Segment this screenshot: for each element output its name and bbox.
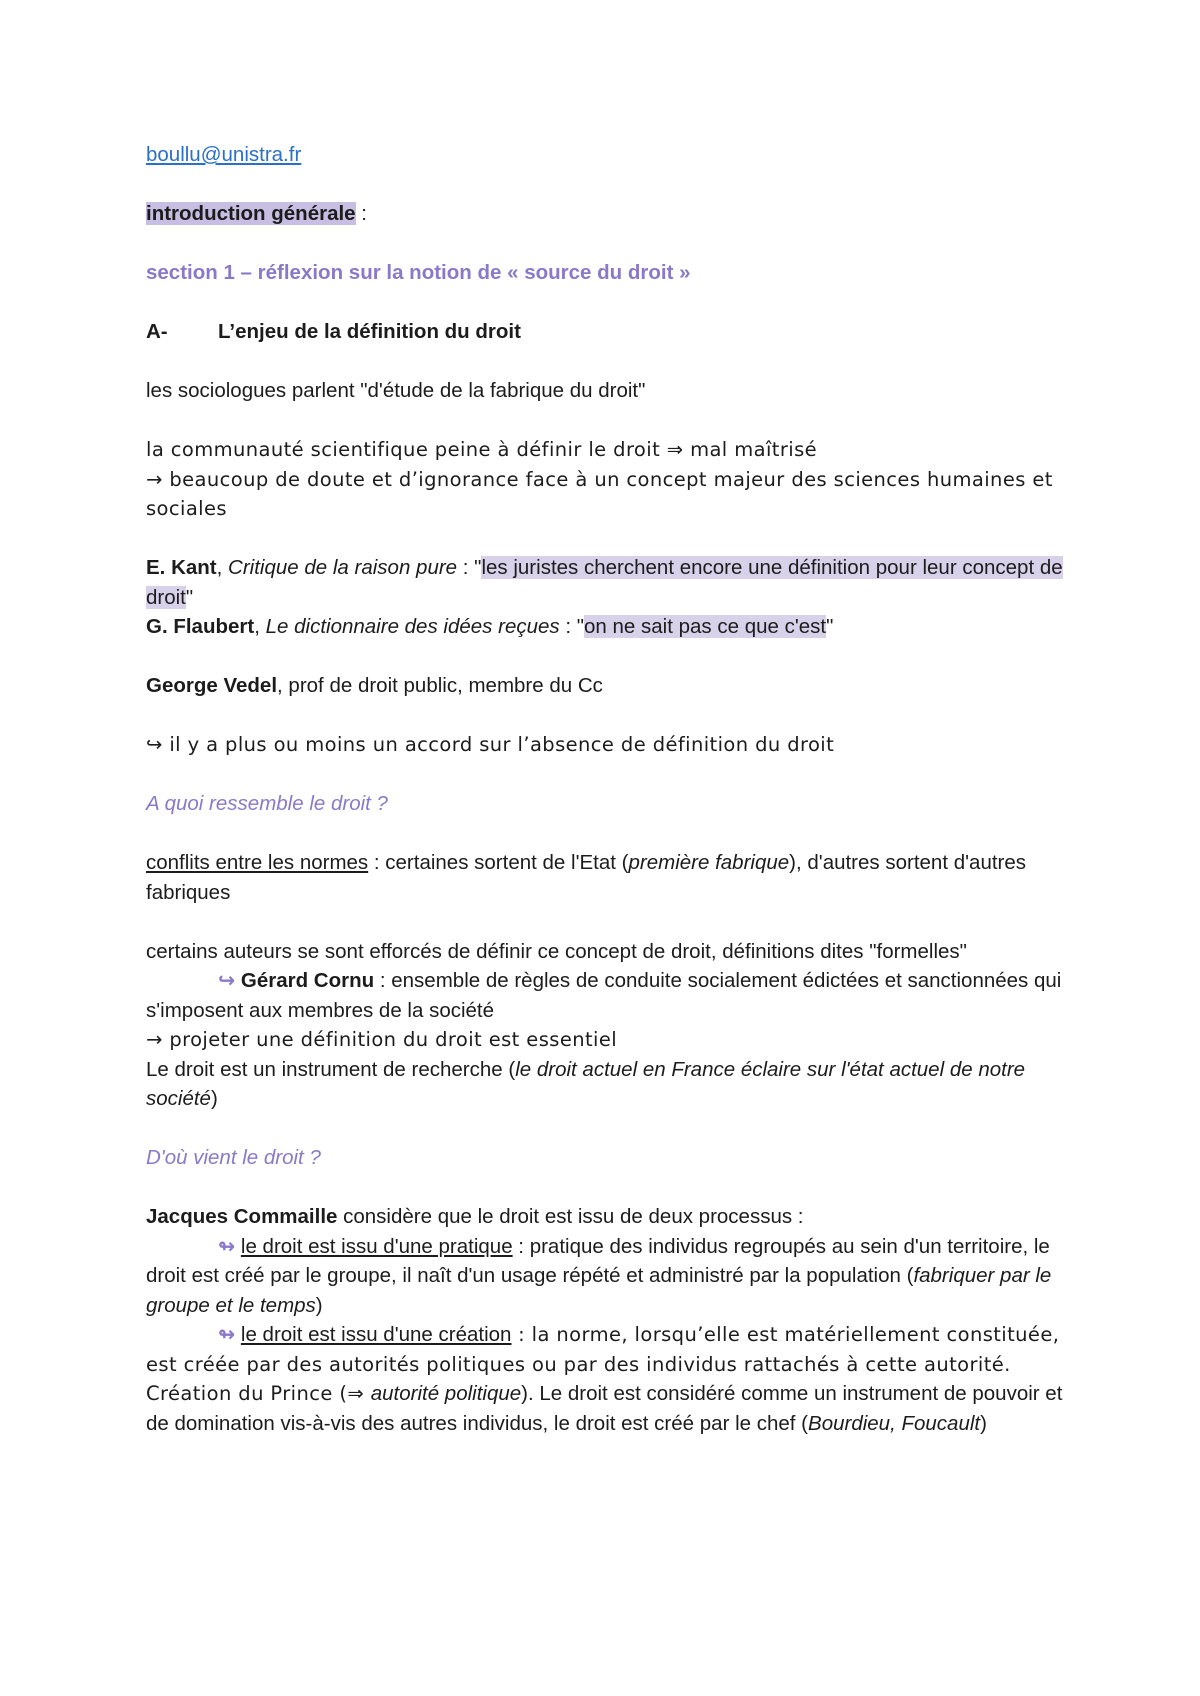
commaille-name: Jacques Commaille [146, 1205, 338, 1228]
communaute-line: la communauté scientifique peine à définir le droit ⇒ mal maîtrisé [146, 438, 818, 461]
conflits-text: : certaines sortent de l'Etat ( [368, 851, 629, 874]
instrument-paragraph [146, 1055, 1076, 1114]
loop-arrow-icon: ↬ [218, 1234, 236, 1258]
flaubert-quote [146, 612, 1076, 642]
document-page [146, 140, 1076, 1438]
kant-sep: , [216, 556, 229, 579]
creation-italic: autorité politique [370, 1382, 522, 1405]
pratique-paragraph [146, 1232, 1076, 1321]
commaille-desc: considère que le droit est issu de deux processus : [337, 1205, 804, 1228]
conflits-text2: ), d'autres sortent d'autres fabriques [146, 851, 1027, 904]
creation-term: le droit est issu d'une création [240, 1323, 512, 1346]
email-line [146, 140, 1076, 170]
section-1-heading: section 1 – réflexion sur la notion de « source du droit » [146, 261, 691, 284]
cornu-paragraph [146, 966, 1076, 1025]
projeter-line: → projeter une définition du droit est essentiel [146, 1028, 618, 1051]
kant-name: E. Kant [146, 556, 217, 579]
loop-arrow-icon: ↬ [218, 1323, 236, 1346]
intro-suffix: : [355, 202, 367, 225]
accord-line: ↪ il y a plus ou moins un accord sur l’absence de définition du droit [146, 733, 835, 756]
flaubert-end: " [826, 615, 834, 638]
creation-end: ) [980, 1411, 987, 1435]
creation-paragraph [146, 1320, 1076, 1438]
pratique-end: ) [315, 1293, 323, 1317]
part-a-heading [146, 317, 1076, 347]
conflits-italic: première fabrique [628, 851, 790, 874]
auteurs-paragraph: certains auteurs se sont efforcés de définir ce concept de droit, définitions dites "formelles" [146, 939, 967, 963]
instrument-italic: le droit actuel en France éclaire sur l'état actuel de notre société [146, 1057, 1026, 1110]
flaubert-sep2: : " [559, 615, 585, 638]
question-ressemble: A quoi ressemble le droit ? [146, 792, 388, 815]
creation-text: : la norme, lorsqu’elle est matériellement constituée, est créée par des autorités politiques ou par des individus rattachés à cette autorité. Création du Prince (⇒ [146, 1323, 1060, 1405]
kant-quote-text: les juristes cherchent encore une définition pour leur concept de droit [146, 556, 1063, 609]
vedel-name: George Vedel [146, 674, 278, 697]
pratique-term: le droit est issu d'une pratique [240, 1234, 513, 1258]
commaille-line [146, 1202, 1076, 1232]
question-vient: D'où vient le droit ? [146, 1146, 321, 1169]
conflits-paragraph [146, 848, 1076, 907]
cornu-name: Gérard Cornu [240, 969, 375, 992]
kant-quote [146, 553, 1076, 612]
email-link[interactable]: boullu@unistra.fr [146, 143, 302, 166]
intro-title: introduction générale [146, 202, 356, 225]
part-a-letter: A- [146, 320, 168, 343]
vedel-line [146, 671, 1076, 701]
flaubert-sep: , [254, 615, 266, 638]
flaubert-work: Le dictionnaire des idées reçues [265, 615, 560, 638]
cornu-desc: : ensemble de règles de conduite socialement édictées et sanctionnées qui s'imposent aux membres de la société [146, 969, 1062, 1022]
part-a-title: L’enjeu de la définition du droit [218, 320, 521, 343]
instrument-end: ) [210, 1087, 218, 1110]
sociologues-paragraph: les sociologues parlent "d'étude de la fabrique du droit" [146, 379, 646, 402]
creation-authors: Bourdieu, Foucault [808, 1411, 981, 1435]
doute-line: → beaucoup de doute et d’ignorance face à un concept majeur des sciences humaines et sociales [146, 467, 1053, 520]
creation-text2: ). Le droit est considéré comme un instrument de pouvoir et de domination vis-à-vis des autres individus, le droit est créé par le chef ( [146, 1382, 1063, 1435]
pratique-italic: fabriquer par le groupe et le temps [146, 1264, 1052, 1317]
flaubert-quote-text: on ne sait pas ce que c'est [584, 615, 827, 638]
pratique-text: : pratique des individus regroupés au sein d'un territoire, le droit est créé par le groupe, il naît d'un usage répété et administré par la population ( [146, 1234, 1050, 1287]
instrument-text: Le droit est un instrument de recherche ( [146, 1057, 516, 1081]
intro-heading [146, 199, 1076, 229]
kant-work: Critique de la raison pure [228, 556, 458, 579]
kant-sep2: : " [457, 556, 482, 579]
vedel-desc: , prof de droit public, membre du Cc [277, 674, 603, 697]
kant-end: " [185, 585, 194, 609]
flaubert-name: G. Flaubert [146, 615, 255, 638]
hook-arrow-icon: ↪ [218, 969, 236, 992]
conflits-term: conflits entre les normes [146, 851, 369, 874]
